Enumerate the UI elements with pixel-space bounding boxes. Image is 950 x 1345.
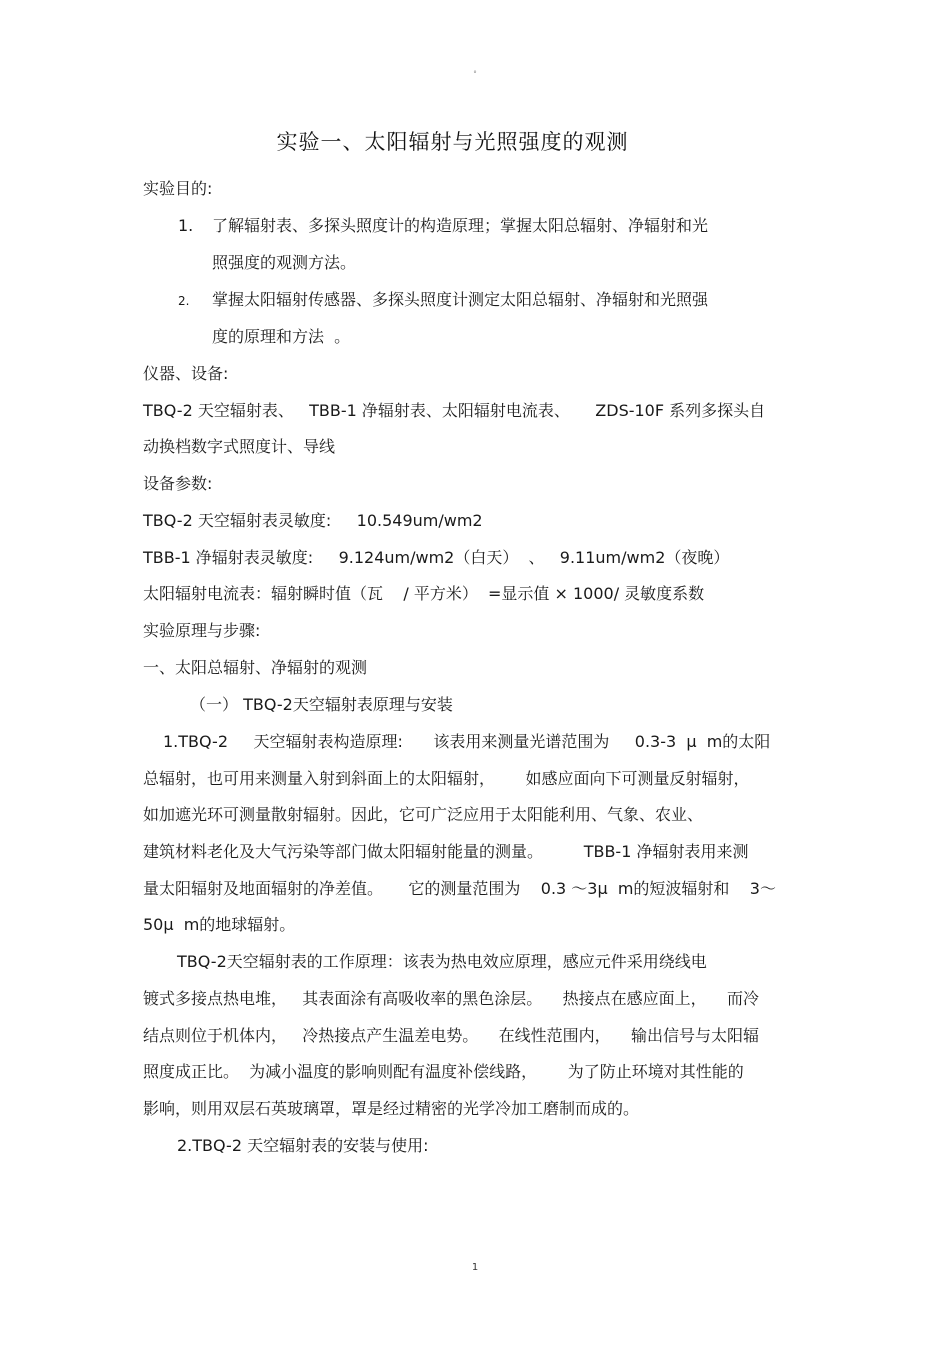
equipment-line-2: 动换档数字式照度计、导线	[143, 437, 336, 456]
param-ammeter-formula: 太阳辐射电流表：辐射瞬时值（瓦 / 平方米） =显示值 × 1000/ 灵敏度系数	[143, 584, 705, 603]
param-tbb1-sensitivity: TBB-1 净辐射表灵敏度: 9.124um/wm2（白天） 、 9.11um/wm2（夜晚）	[143, 548, 730, 567]
section-heading-1: 一、太阳总辐射、净辐射的观测	[143, 658, 368, 677]
purpose-item-1-line2: 照强度的观测方法。	[212, 253, 357, 272]
page-number: 1	[471, 1262, 479, 1273]
para2-line-5: 影响，则用双层石英玻璃罩，罩是经过精密的光学冷加工磨制而成的。	[143, 1099, 640, 1118]
purpose-item-2-number: 2.	[178, 294, 190, 308]
para2-line-3: 结点则位于机体内， 冷热接点产生温差电势。 在线性范围内， 输出信号与太阳辐	[143, 1026, 759, 1045]
para2-line-4: 照度成正比。 为减小温度的影响则配有温度补偿线路， 为了防止环境对其性能的	[143, 1062, 744, 1081]
para1-line-2: 总辐射，也可用来测量入射到斜面上的太阳辐射， 如感应面向下可测量反射辐射，	[143, 769, 750, 788]
subsection-heading-1: （一） TBQ-2天空辐射表原理与安装	[190, 695, 453, 714]
para1-line-3: 如加遮光环可测量散射辐射。因此，它可广泛应用于太阳能利用、气象、农业、	[143, 805, 704, 824]
para1-line-5: 量太阳辐射及地面辐射的净差值。 它的测量范围为 0.3 ～3μ m的短波辐射和 3～	[143, 879, 776, 898]
principle-heading: 实验原理与步骤:	[143, 621, 261, 640]
purpose-item-1-line1: 了解辐射表、多探头照度计的构造原理；掌握太阳总辐射、净辐射和光	[212, 216, 709, 235]
para2-line-1: TBQ-2天空辐射表的工作原理：该表为热电效应原理，感应元件采用绕线电	[177, 952, 707, 971]
equipment-line-1: TBQ-2 天空辐射表、 TBB-1 净辐射表、太阳辐射电流表、 ZDS-10F 系列多探头自	[143, 401, 766, 420]
param-tbq2-sensitivity: TBQ-2 天空辐射表灵敏度: 10.549um/wm2	[143, 511, 483, 530]
header-mark: °	[473, 70, 477, 78]
purpose-heading: 实验目的:	[143, 179, 213, 198]
para1-line-4: 建筑材料老化及大气污染等部门做太阳辐射能量的测量。 TBB-1 净辐射表用来测	[143, 842, 749, 861]
purpose-item-2-line1: 掌握太阳辐射传感器、多探头照度计测定太阳总辐射、净辐射和光照强	[212, 290, 709, 309]
para1-line-1: 1.TBQ-2 天空辐射表构造原理: 该表用来测量光谱范围为 0.3-3 μ m的太阳	[163, 732, 771, 751]
para1-line-6: 50μ m的地球辐射。	[143, 915, 296, 934]
page-title: 实验一、太阳辐射与光照强度的观测	[276, 130, 629, 154]
purpose-item-1-number: 1.	[178, 216, 194, 235]
para2-line-2: 镀式多接点热电堆， 其表面涂有高吸收率的黑色涂层。 热接点在感应面上， 而冷	[143, 989, 759, 1008]
equipment-heading: 仪器、设备:	[143, 364, 229, 383]
para3-heading: 2.TBQ-2 天空辐射表的安装与使用:	[177, 1136, 429, 1155]
purpose-item-2-line2: 度的原理和方法 。	[212, 327, 351, 346]
params-heading: 设备参数:	[143, 474, 213, 493]
